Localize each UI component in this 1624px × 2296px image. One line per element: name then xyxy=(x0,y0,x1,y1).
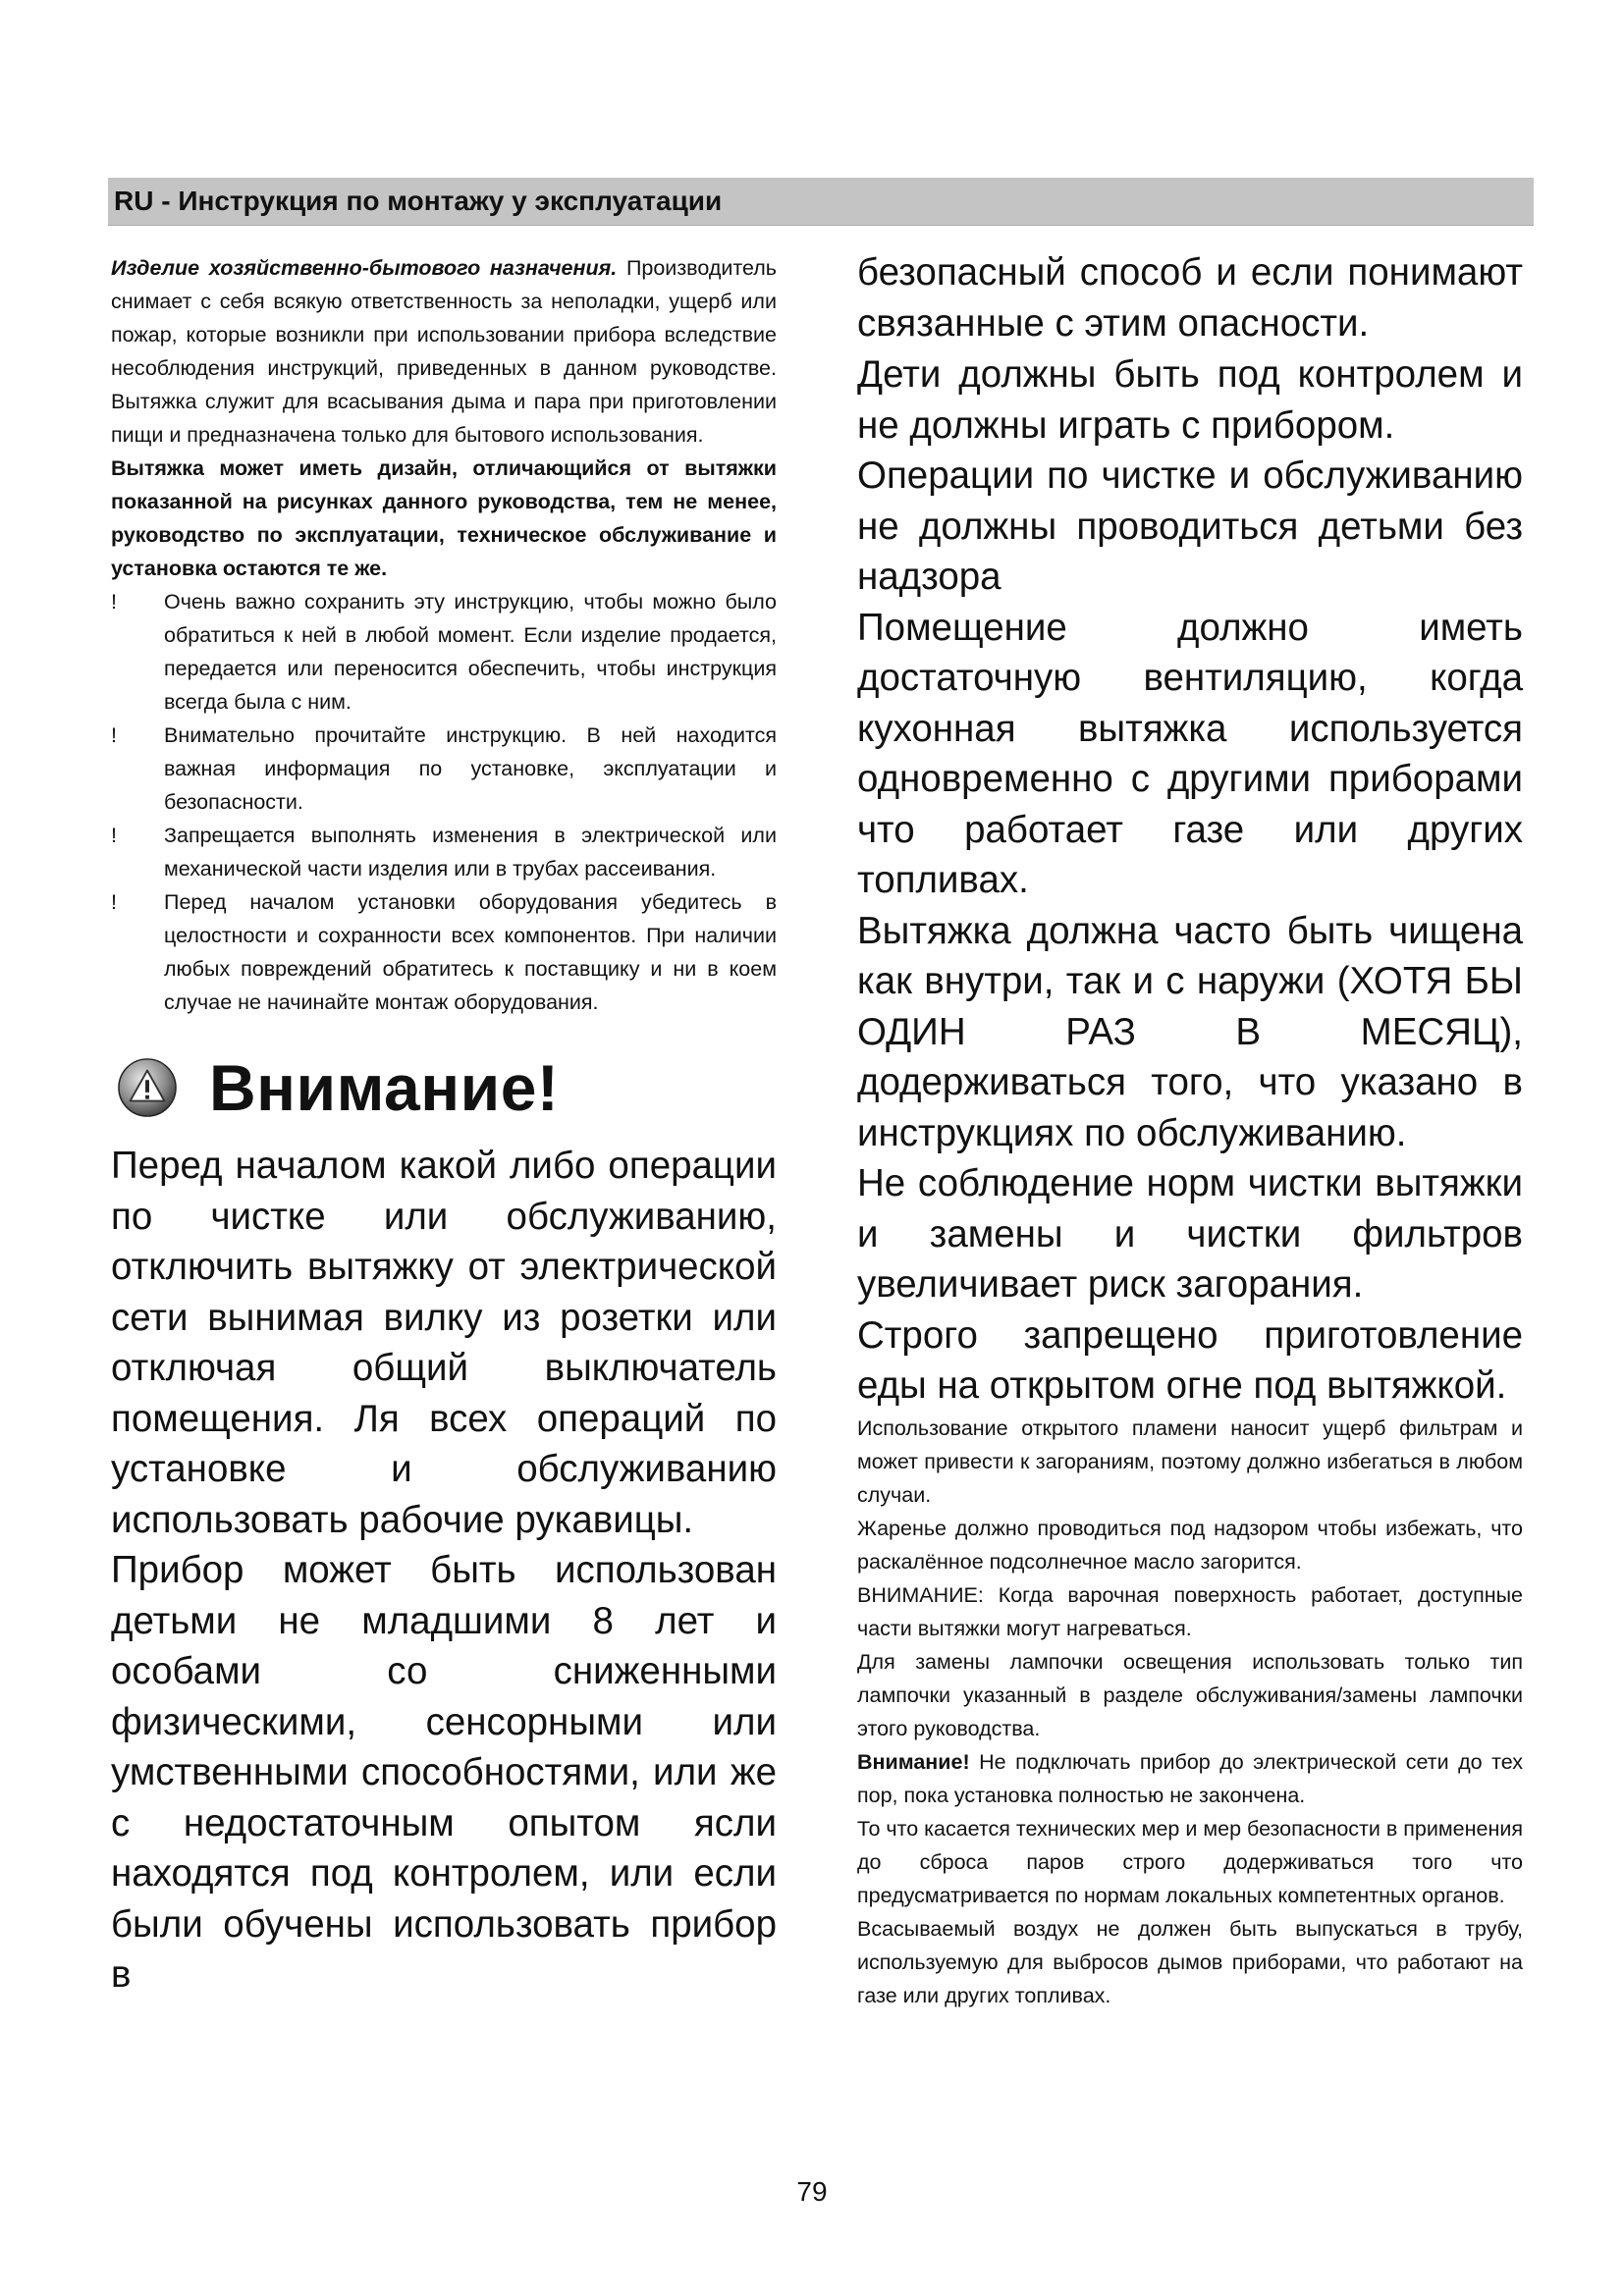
attention-paragraph xyxy=(857,1745,1523,1812)
list-item xyxy=(111,885,777,1019)
exclamation-mark: ! xyxy=(111,590,117,614)
list-item xyxy=(111,819,777,885)
big-paragraph: безопасный способ и если понимают связанные с этим опасности. xyxy=(857,251,1523,345)
big-paragraph: Вытяжка должна часто быть чищена как внутри, так и с наружи (ХОТЯ БЫ ОДИН РАЗ В МЕСЯЦ), додерживаться того, что указано в инструкциях по обслуживанию. xyxy=(857,909,1523,1154)
small-paragraph: Жаренье должно проводиться под надзором чтобы избежать, что раскалённое подсолнечное масло загорится. xyxy=(857,1516,1523,1574)
warning-paragraph-2: Прибор может быть использован детьми не младшими 8 лет и особами со сниженными физическими, сенсорными или умственными способностями, или же с недостаточным опытом ясли находятся под контролем, или если были обучены использовать прибор в xyxy=(111,1549,777,1996)
exclamation-mark: ! xyxy=(111,824,117,847)
bullet-text: Перед началом установки оборудования убедитесь в целостности и сохранности всех компонентов. При наличии любых повреждений обратитесь к поставщику и ни в коем случае не начинайте монтаж оборудования. xyxy=(164,890,777,1014)
bullet-list xyxy=(111,585,777,1019)
small-paragraph: То что касается технических мер и мер безопасности в применения до сброса паров строго додерживаться того что предусматривается по нормам локальных компетентных органов. xyxy=(857,1816,1523,1907)
big-paragraph: Строго запрещено приготовление еды на открытом огне под вытяжкой. xyxy=(857,1313,1523,1407)
warning-title: Внимание! xyxy=(209,1051,560,1124)
small-paragraph: ВНИМАНИЕ: Когда варочная поверхность работает, доступные части вытяжки могут нагреваться. xyxy=(857,1582,1523,1640)
small-paragraph: Использование открытого пламени наносит ущерб фильтрам и может привести к загораниям, поэтому должно избегаться в любом случаи. xyxy=(857,1415,1523,1507)
list-item xyxy=(111,719,777,819)
exclamation-mark: ! xyxy=(111,890,117,914)
exclamation-mark: ! xyxy=(111,723,117,747)
small-paragraph: Для замены лампочки освещения использовать только тип лампочки указанный в разделе обслуживания/замены лампочки этого руководства. xyxy=(857,1649,1523,1740)
big-paragraph: Дети должны быть под контролем и не должны играть с прибором. xyxy=(857,353,1523,447)
page-number: 79 xyxy=(796,2176,828,2207)
big-paragraph: Помещение должно иметь достаточную вентиляцию, когда кухонная вытяжка используется одновременно с другими приборами что работает газе или других топливах. xyxy=(857,606,1523,901)
warning-heading xyxy=(111,1048,777,1127)
list-item xyxy=(111,585,777,719)
header-bar xyxy=(108,178,1534,226)
bullet-text: Очень важно сохранить эту инструкцию, чтобы можно было обратиться к ней в любой момент. Если изделие продается, передается или переносится обеспечить, чтобы инструкция всегда была с ним. xyxy=(164,590,777,714)
bullet-text: Запрещается выполнять изменения в электрической или механической части изделия или в трубах рассеивания. xyxy=(164,824,777,881)
warning-triangle-icon xyxy=(117,1057,178,1118)
bullet-text: Внимательно прочитайте инструкцию. В ней находится важная информация по установке, эксплуатации и безопасности. xyxy=(164,723,777,814)
intro-paragraph xyxy=(111,251,777,452)
small-paragraph: Всасываемый воздух не должен быть выпускаться в трубу, используемую для выбросов дымов приборами, что работают на газе или других топливах. xyxy=(857,1916,1523,2007)
intro-heading: Изделие хозяйственно-бытового назначения. xyxy=(111,256,618,280)
right-column xyxy=(857,247,1523,2012)
warning-paragraph-1: Перед началом какой либо операции по чистке или обслуживанию, отключить вытяжку от электрической сети вынимая вилку из розетки или отключая общий выключатель помещения. Ля всех операций по установке и обслуживанию использовать рабочие рукавицы. xyxy=(111,1145,777,1541)
attention-label: Внимание! xyxy=(857,1749,970,1774)
big-paragraph: Операции по чистке и обслуживанию не должны проводиться детьми без надзора xyxy=(857,454,1523,598)
big-paragraph: Не соблюдение норм чистки вытяжки и замены и чистки фильтров увеличивает риск загорания. xyxy=(857,1162,1523,1306)
intro-text: Производитель снимает с себя всякую ответственность за неполадки, ущерб или пожар, которые возникли при использовании прибора вследствие несоблюдения инструкций, приведенных в данном руководстве. Вытяжка служит для всасывания дыма и пара при приготовлении пищи и предназначена только для бытового использования. xyxy=(111,256,777,447)
attention-text: Не подключать прибор до электрической сети до тех пор, пока установка полностью не закончена. xyxy=(857,1749,1523,1807)
design-note: Вытяжка может иметь дизайн, отличающийся от вытяжки показанной на рисунках данного руководства, тем не менее, руководство по эксплуатации, техническое обслуживание и установка остаются те же. xyxy=(111,456,777,580)
left-column xyxy=(111,251,777,2001)
page-title: RU - Инструкция по монтажу у эксплуатации xyxy=(114,186,723,216)
